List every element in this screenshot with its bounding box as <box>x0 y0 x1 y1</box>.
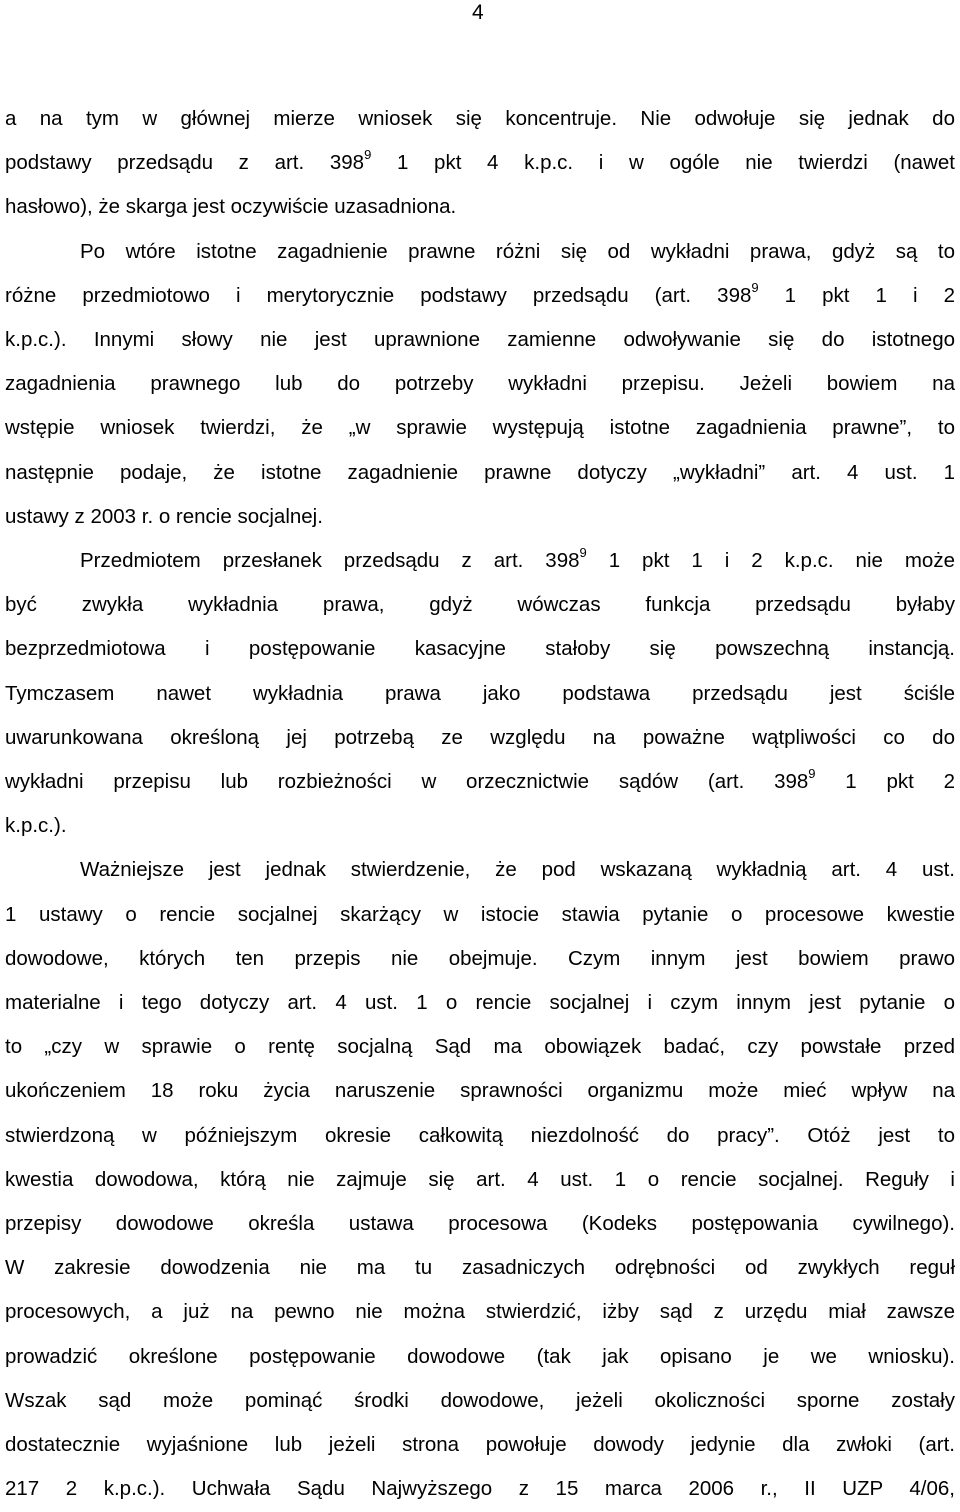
text-line: Przedmiotem przesłanek przedsądu z art. $398^9$ 1 pkt 1 i 2 k.p.c. nie może <box>80 545 955 573</box>
text-line: dowodowe, których ten przepis nie obejmuje. Czym innym jest bowiem prawo <box>5 946 955 970</box>
text-line: ukończeniem 18 roku życia naruszenie sprawności organizmu może mieć wpływ na <box>5 1079 955 1103</box>
text-line: a na tym w głównej mierze wniosek się koncentruje. Nie odwołuje się jednak do <box>5 107 955 130</box>
superscript: 9 <box>579 545 587 561</box>
text-line: stwierdzoną w późniejszym okresie całkowitą niezdolność do pracy”. Otóż jest to <box>5 1123 955 1147</box>
text-line: zagadnienia prawnego lub do potrzeby wykładni przepisu. Jeżeli bowiem na <box>5 372 955 396</box>
text-line: podstawy przedsądu z art. $398^9$ 1 pkt 4 k.p.c. i w ogóle nie twierdzi (nawet <box>5 147 955 175</box>
text-line: różne przedmiotowo i merytorycznie podstawy przedsądu (art. $398^9$ 1 pkt 1 i 2 <box>5 279 955 307</box>
body-text <box>5 97 955 1512</box>
text-line: hasłowo), że skarga jest oczywiście uzasadniona. <box>5 195 457 219</box>
text-line: to „czy w sprawie o rentę socjalną Sąd ma obowiązek badać, czy powstałe przed <box>5 1035 955 1059</box>
text-line: k.p.c.). Innymi słowy nie jest uprawnione zamienne odwoływanie się do istotnego <box>5 328 955 352</box>
text-line: Tymczasem nawet wykładnia prawa jako podstawa przedsądu jest ściśle <box>5 681 955 705</box>
text-line: następnie podaje, że istotne zagadnienie prawne dotyczy „wykładni” art. 4 ust. 1 <box>5 460 955 484</box>
superscript: 9 <box>364 147 372 163</box>
text-line: być zwykła wykładnia prawa, gdyż wówczas funkcja przedsądu byłaby <box>5 593 955 617</box>
text-line: 1 ustawy o rencie socjalnej skarżący w istocie stawia pytanie o procesowe kwestie <box>5 902 955 926</box>
text-line: wykładni przepisu lub rozbieżności w orzecznictwie sądów (art. $398^9$ 1 pkt 2 <box>5 766 955 794</box>
text-line: W zakresie dowodzenia nie ma tu zasadniczych odrębności od zwykłych reguł <box>5 1256 955 1280</box>
superscript: 9 <box>808 766 816 782</box>
text-line: Ważniejsze jest jednak stwierdzenie, że pod wskazaną wykładnią art. 4 ust. <box>80 858 955 882</box>
paragraph <box>5 848 955 1511</box>
superscript: 9 <box>751 279 759 295</box>
text-line: ustawy z 2003 r. o rencie socjalnej. <box>5 504 323 528</box>
paragraph <box>5 97 955 230</box>
paragraph <box>5 230 955 539</box>
text-line: procesowych, a już na pewno nie można stwierdzić, iżby sąd z urzędu miał zawsze <box>5 1300 955 1324</box>
text-line: dostatecznie wyjaśnione lub jeżeli strona powołuje dowody jedynie dla zwłoki (art. <box>5 1433 955 1457</box>
text-line: prowadzić określone postępowanie dowodowe (tak jak opisano je we wniosku). <box>5 1344 955 1368</box>
text-line: bezprzedmiotowa i postępowanie kasacyjne stałoby się powszechną instancją. <box>5 637 955 661</box>
text-line: kwestia dowodowa, którą nie zajmuje się art. 4 ust. 1 o rencie socjalnej. Reguły i <box>5 1167 955 1191</box>
page-number: 4 <box>472 1 484 24</box>
text-line: 217 2 k.p.c.). Uchwała Sądu Najwyższego z 15 marca 2006 r., II UZP 4/06, <box>5 1477 955 1501</box>
text-line: wstępie wniosek twierdzi, że „w sprawie występują istotne zagadnienia prawne”, to <box>5 416 955 440</box>
text-line: uwarunkowana określoną jej potrzebą ze względu na poważne wątpliwości co do <box>5 725 955 749</box>
text-line: Po wtóre istotne zagadnienie prawne różni się od wykładni prawa, gdyż są to <box>80 239 955 263</box>
paragraph <box>5 539 955 848</box>
text-line: Wszak sąd może pominąć środki dowodowe, jeżeli okoliczności sporne zostały <box>5 1388 955 1412</box>
text-line: k.p.c.). <box>5 814 67 838</box>
text-line: przepisy dowodowe określa ustawa procesowa (Kodeks postępowania cywilnego). <box>5 1212 955 1236</box>
text-line: materialne i tego dotyczy art. 4 ust. 1 o rencie socjalnej i czym innym jest pytanie o <box>5 991 955 1015</box>
